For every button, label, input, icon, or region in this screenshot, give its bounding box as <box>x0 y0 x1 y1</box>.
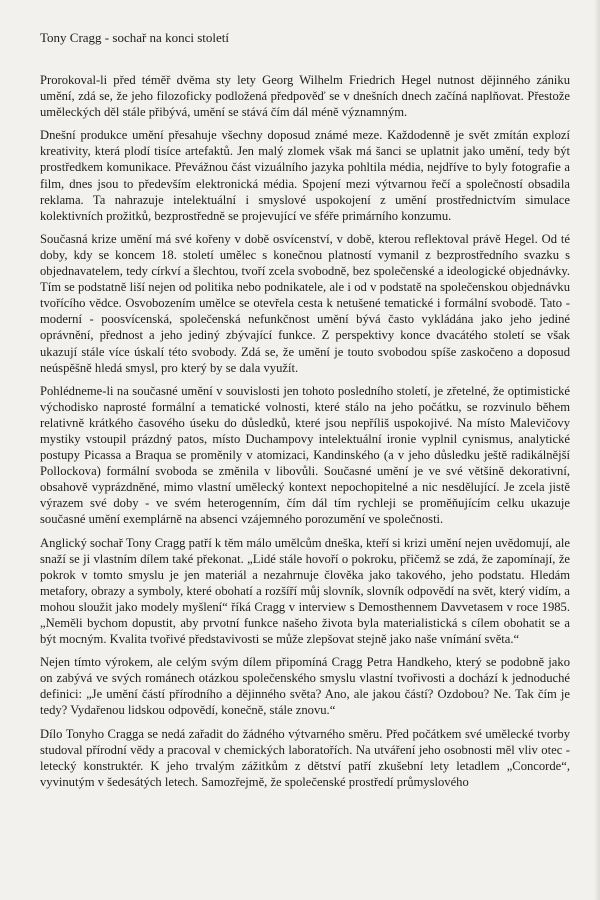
paragraph-1: Prorokoval-li před téměř dvěma sty lety Georg Wilhelm Friedrich Hegel nutnost dějinného zániku umění, zdá se, že jeho filozoficky podložená předpověď se v dnešních dnech začíná naplňovat. Přestože uměleckých děl stále přibývá, umění se stává čím dál méně významným. <box>40 73 570 120</box>
page-edge-shadow <box>594 0 600 900</box>
document-page <box>40 30 570 797</box>
paragraph-3: Současná krize umění má své kořeny v době osvícenství, v době, kterou reflektoval právě Hegel. Od té doby, kdy se koncem 18. století umělec s konečnou platností vymanil z bezprostředního svazku s objednavatelem, tedy církví a šlechtou, tvoří zcela svobodně, bez společenské a ideologické objednávky. Tím se podstatně liší nejen od politika nebo podnikatele, ale i od v podstatě na společenskou objednávku tvořícího vědce. Osvobozením umělce se otevřela cesta k netušené tematické i formální svobodě. Tato - moderní - poosvícenská, společenská nefunkčnost umění bývá často vykládána jako jeho jediné oprávnění, přednost a jeho jediný zbývající funkce. Z perspektivy konce dvacátého století se však ukazují stále více úskalí této svobody. Zdá se, že umění je touto svobodou spíše zaskočeno a doposud neúspěšně hledá smysl, pro který by se dala využít. <box>40 231 570 375</box>
document-title: Tony Cragg - sochař na konci století <box>40 30 229 45</box>
paragraph-6: Nejen tímto výrokem, ale celým svým dílem připomíná Cragg Petra Handkeho, který se podobně jako on zabývá ve svých románech otázkou společenského smyslu vlastní tvořivosti a dochází k jednoduché definici: „Je umění částí přírodního a dějinného světa? Ano, ale jakou částí? Ozdobou? Ne. Tak čím je tedy? Vydařenou lidskou odpovědí, konečně, stále znovu.“ <box>40 655 570 718</box>
paragraph-5: Anglický sochař Tony Cragg patří k těm málo umělcům dneška, kteří si krizi umění nejen uvědomují, ale snaží se ji vlastním dílem také překonat. „Lidé stále hovoří o pokroku, přičemž se zdá, že zapomínají, že pokrok v tomto smyslu je jen materiál a nezahrnuje člověka jako takového, jeho podstatu. Hledám metafory, obrazy a symboly, které obohatí a rozšíří můj slovník, slovník odpovědí na svět, který vidím, a mohou sloužit jako modely myšlení“ říká Cragg v interview s Demosthennem Davvetasem v roce 1985. „Neměli bychom dopustit, aby prvotní funkce našeho života byla materialistická s cílem obohatit se a být mocným. Kvalita tvořivé představivosti se může zlepšovat stejně jako naše vnímání světa.“ <box>40 535 570 647</box>
paragraph-4: Pohlédneme-li na současné umění v souvislosti jen tohoto posledního století, je zřetelné, že optimistické východisko naprosté formální a tematické volnosti, které stálo na jeho počátku, se rozvinulo během relativně krátkého časového úseku do důsledků, které jsou nepříliš uspokojivé. Na místo Malevičovy mystiky vstoupil prázdný patos, místo Duchampovy intelektuální ironie vyplnil cynismus, analytické postupy Picassa a Braqua se proměnily v atomizaci, Kandinského (a v jeho důsledku ještě radikálnější Pollockova) formální svoboda se změnila v libovůli. Současné umění je ve své většině dekorativní, obsahově vyprázdněné, mimo vlastní umělecký kontext nepochopitelné a nic nesdělující. Je zcela jistě výrazem své doby - ve svém heterogenním, čím dál tím rychleji se proměňujícím celku ukazuje současné umění exemplárně na absenci vzájemného porozumění ve společnosti. <box>40 383 570 527</box>
paragraph-2: Dnešní produkce umění přesahuje všechny doposud známé meze. Každodenně je svět zmítán explozí kreativity, která plodí tisíce artefaktů. Jen malý zlomek však má šanci se uplatnit jako umění, tedy být prostředkem komunikace. Převážnou část vizuálního jazyka pohltila média, nejdříve to byly fotografie a film, dnes jsou to především elektronická média. Spojení mezi výtvarnou řečí a společností obsadila reklama. Ta nahrazuje intelektuální i smyslové uspokojení z umění prostřednictvím simulace kolektivních prožitků, bezprostředně se projevující ve sféře primárního konzumu. <box>40 128 570 223</box>
paragraph-7: Dílo Tonyho Cragga se nedá zařadit do žádného výtvarného směru. Před počátkem své umělecké tvorby studoval přírodní vědy a pracoval v chemických laboratořích. Na utváření jeho osobnosti měl vliv otec - letecký konstruktér. K jeho trvalým zážitkům z dětství patří zkušební lety letadlem „Concorde“, vyvinutým v šedesátých letech. Samozřejmě, že společenské prostředí průmyslového <box>40 726 570 789</box>
